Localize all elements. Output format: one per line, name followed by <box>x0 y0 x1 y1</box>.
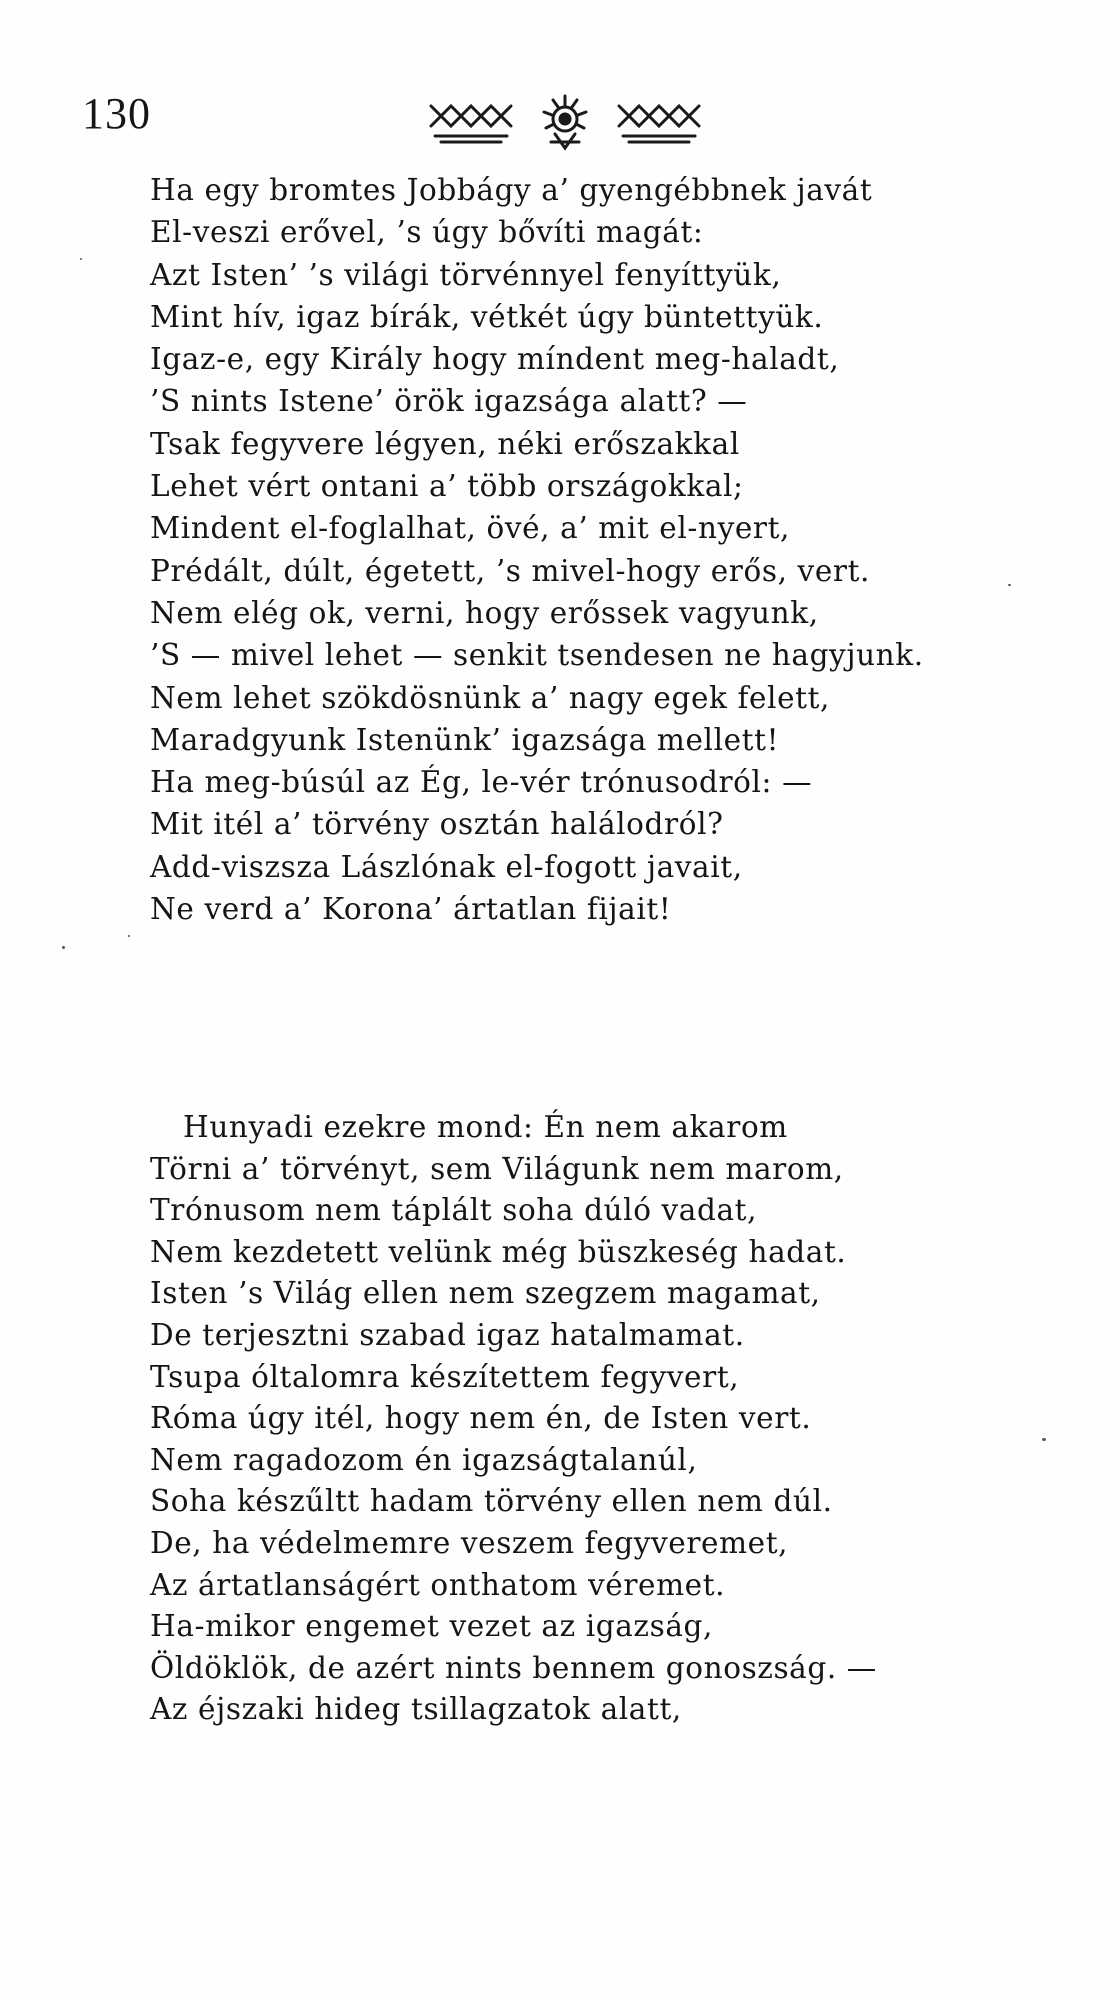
fleuron-ornament <box>425 92 705 154</box>
verse-line: Mint hív, igaz bírák, vétkét úgy büntettyük. <box>150 299 824 334</box>
verse-line: Nem ragadozom én igazságtalanúl, <box>150 1442 698 1477</box>
verse-line: Öldöklök, de azért nints bennem gonoszság. — <box>150 1650 877 1685</box>
verse-line: El-veszi erővel, ’s úgy bővíti magát: <box>150 215 704 250</box>
verse-line: Törni a’ törvényt, sem Világunk nem marom, <box>150 1151 844 1186</box>
verse-line: Az éjszaki hideg tsillagzatok alatt, <box>150 1692 682 1727</box>
paper-speck <box>80 258 82 260</box>
verse-line: ’S nints Istene’ örök igazsága alatt? — <box>150 384 748 419</box>
verse-line: Nem elég ok, verni, hogy erőssek vagyunk, <box>150 595 819 630</box>
verse-line: Ne verd a’ Korona’ ártatlan fijait! <box>150 892 672 927</box>
verse-line: Isten ’s Világ ellen nem szegzem magamat, <box>150 1276 821 1311</box>
verse-line: Maradgyunk Istenünk’ igazsága mellett! <box>150 722 780 757</box>
verse-line: Tsupa óltalomra készítettem fegyvert, <box>150 1359 740 1394</box>
verse-line: Prédált, dúlt, égetett, ’s mivel-hogy erős, vert. <box>150 553 871 588</box>
verse-line: Ha meg-búsúl az Ég, le-vér trónusodról: — <box>150 765 813 800</box>
verse-line: Nem lehet szökdösnünk a’ nagy egek felett, <box>150 680 831 715</box>
paper-speck <box>62 946 65 949</box>
verse-line: De terjesztni szabad igaz hatalmamat. <box>150 1317 745 1352</box>
verse-line: Az ártatlanságért onthatom véremet. <box>150 1567 726 1602</box>
verse-line: Hunyadi ezekre mond: Én nem akarom <box>183 1110 788 1144</box>
verse-line: Lehet vért ontani a’ több országokkal; <box>150 469 744 504</box>
verse-line: Mindent el-foglalhat, övé, a’ mit el-nyert, <box>150 511 791 546</box>
verse-line: Nem kezdetett velünk még büszkeség hadat. <box>150 1234 847 1269</box>
paper-speck <box>1042 1438 1046 1441</box>
verse-line: De, ha védelmemre veszem fegyveremet, <box>150 1525 789 1560</box>
verse-line: Róma úgy itél, hogy nem én, de Isten vert. <box>150 1401 812 1436</box>
paper-speck <box>128 935 130 937</box>
stanza-two <box>0 1110 1115 1737</box>
stanza-one <box>0 173 1115 937</box>
verse-line: Ha-mikor engemet vezet az igazság, <box>150 1609 713 1644</box>
verse-line: Igaz-e, egy Király hogy míndent meg-haladt, <box>150 342 840 377</box>
verse-line: Add-viszsza Lászlónak el-fogott javait, <box>150 849 743 884</box>
verse-line: Mit itél a’ törvény osztán halálodról? <box>150 807 724 842</box>
verse-line: Trónusom nem táplált soha dúló vadat, <box>150 1193 758 1228</box>
verse-line: ’S — mivel lehet — senkit tsendesen ne hagyjunk. <box>150 638 924 673</box>
verse-line: Azt Isten’ ’s világi törvénnyel fenyíttyük, <box>150 257 782 292</box>
page-number: 130 <box>82 89 151 138</box>
verse-line: Soha készűltt hadam törvény ellen nem dúl. <box>150 1484 833 1519</box>
paper-speck <box>1008 584 1011 586</box>
verse-line: Ha egy bromtes Jobbágy a’ gyengébbnek javát <box>150 173 873 207</box>
verse-line: Tsak fegyvere légyen, néki erőszakkal <box>150 426 740 461</box>
